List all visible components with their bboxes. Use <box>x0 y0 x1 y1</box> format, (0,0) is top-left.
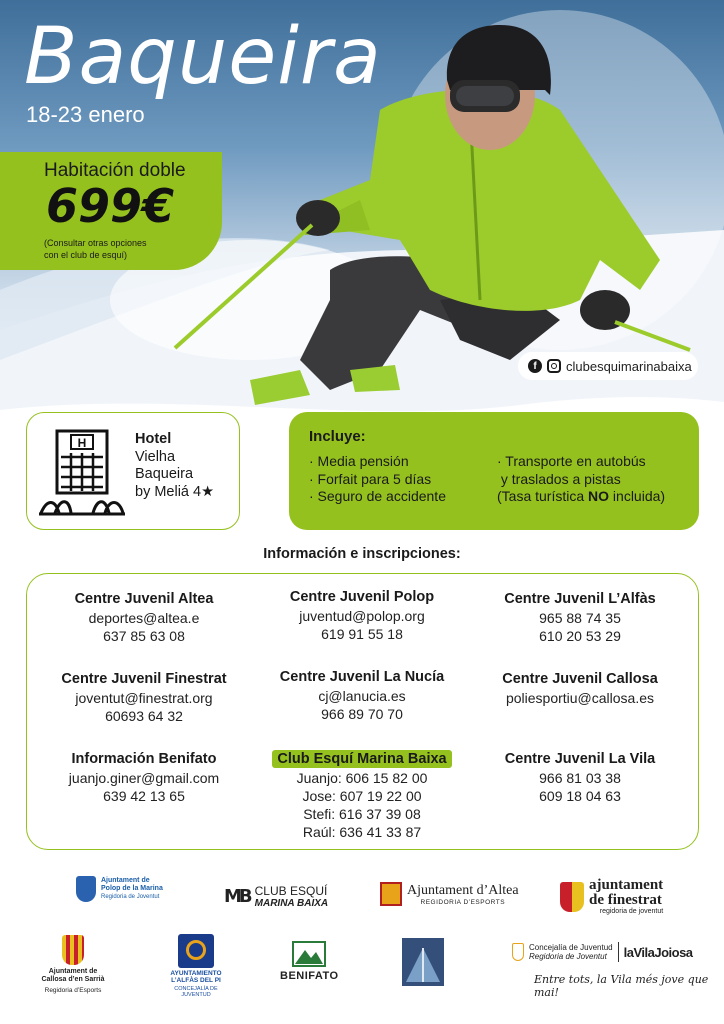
trip-dates: 18-23 enero <box>26 102 145 127</box>
logo-finestrat <box>560 878 663 915</box>
contact-alfas <box>475 590 685 645</box>
logo-text: Regidoria de Joventut <box>101 893 160 900</box>
contact-phone[interactable]: 966 89 70 70 <box>321 706 403 723</box>
logo-text: Concejalía de Juventud <box>529 943 613 952</box>
room-type-label: Habitación doble <box>44 160 186 181</box>
contact-altea <box>39 590 249 645</box>
contact-name: Información Benifato <box>71 751 217 767</box>
instagram-icon <box>547 359 561 373</box>
logo-text: Callosa d’en Sarrià <box>41 976 105 984</box>
contact-name: Centre Juvenil La Nucía <box>279 669 445 685</box>
contact-polop <box>257 588 467 643</box>
contact-club-esqui <box>257 750 467 842</box>
logo-club-esqui <box>224 884 328 909</box>
logo-benifato <box>280 940 339 982</box>
contact-phone[interactable]: 966 81 03 38 <box>539 769 621 786</box>
includes-tax-note <box>497 488 665 506</box>
logo-text: MARINA BAIXA <box>254 898 329 909</box>
contact-name: Centre Juvenil L’Alfàs <box>504 591 656 607</box>
logo-la-vila <box>512 942 693 962</box>
contact-name: Centre Juvenil Altea <box>74 591 214 607</box>
logo-text: Regidoria de Joventut <box>529 952 607 961</box>
hero-banner <box>0 0 724 420</box>
contact-email[interactable]: juanjo.giner@gmail.com <box>68 769 220 786</box>
contact-phone[interactable]: 60693 64 32 <box>105 708 183 725</box>
la-vila-slogan: Entre tots, la Vila més jove que mai! <box>534 973 709 999</box>
alfas-emblem-icon <box>178 934 214 968</box>
contact-name: Centre Juvenil Finestrat <box>61 671 227 687</box>
contact-la-nucia <box>257 668 467 723</box>
includes-list-left <box>309 453 479 506</box>
includes-item: · Forfait para 5 días <box>309 470 432 487</box>
contact-phone[interactable]: Jose: 607 19 22 00 <box>302 788 422 805</box>
contact-phone[interactable]: 965 88 74 35 <box>539 609 621 626</box>
contact-la-vila <box>475 750 685 805</box>
price-note <box>44 238 210 261</box>
contact-phone[interactable]: 637 85 63 08 <box>103 628 185 645</box>
contact-phone[interactable]: 609 18 04 63 <box>539 788 621 805</box>
altea-shield-icon <box>380 882 402 906</box>
price-badge <box>0 152 222 270</box>
polop-shield-icon <box>76 876 96 902</box>
includes-item: y traslados a pistas <box>497 470 621 487</box>
price: 699€ <box>46 179 175 233</box>
contact-email[interactable]: cj@lanucia.es <box>318 687 406 704</box>
contacts-panel <box>26 573 699 850</box>
contact-benifato <box>39 750 249 805</box>
logo-text: AYUNTAMIENTO <box>170 970 222 977</box>
logo-text: Ajuntament de <box>101 877 150 885</box>
contact-phone[interactable]: Juanjo: 606 15 82 00 <box>296 769 428 786</box>
contact-email[interactable]: deportes@altea.e <box>88 609 200 626</box>
benifato-mountain-icon <box>289 940 329 968</box>
logo-text: ajuntament <box>589 877 664 893</box>
includes-card <box>289 412 699 530</box>
finestrat-shield-icon <box>560 882 584 912</box>
includes-item: · Seguro de accidente <box>309 488 446 504</box>
contact-email[interactable]: joventut@finestrat.org <box>75 689 213 706</box>
logo-text: CLUB ESQUÍ <box>254 884 328 898</box>
hotel-line: Baqueira <box>135 466 194 483</box>
price-note-line: (Consultar otras opciones <box>44 238 147 249</box>
hotel-icon-letter: H <box>77 436 87 450</box>
tax-note-no: NO <box>588 488 610 504</box>
contact-phone[interactable]: Stefi: 616 37 39 08 <box>303 806 421 823</box>
logo-alfas <box>160 934 232 998</box>
info-title: Información e inscripciones: <box>263 546 461 562</box>
logo-polop <box>76 876 163 902</box>
logo-text: Ajuntament de <box>48 968 98 975</box>
callosa-shield-icon <box>62 935 84 965</box>
social-handle: clubesquimarinabaixa <box>566 358 692 374</box>
contact-name-highlight: Club Esquí Marina Baixa <box>272 750 451 768</box>
juvenil-emblem-icon <box>400 936 446 988</box>
logo-altea <box>380 882 519 906</box>
social-handle-badge[interactable] <box>518 352 698 380</box>
contact-name: Centre Juvenil Callosa <box>502 671 658 687</box>
price-note-line: con el club de esquí) <box>44 249 128 260</box>
logo-text: BENIFATO <box>280 970 339 982</box>
logo-text: Ajuntament d’Altea <box>407 882 519 898</box>
includes-list-right <box>497 453 665 506</box>
contact-name: Centre Juvenil La Vila <box>504 751 656 767</box>
logo-text: REGIDORIA D’ESPORTS <box>420 898 506 906</box>
includes-title: Incluye: <box>309 428 366 445</box>
tax-note-text: (Tasa turística <box>497 488 589 504</box>
logo-divider <box>618 942 619 962</box>
contact-email[interactable]: juventud@polop.org <box>299 607 425 624</box>
includes-item: · Transporte en autobús <box>497 453 646 469</box>
logo-text: L’ALFÀS DEL PI <box>171 977 221 985</box>
hotel-line: Vielha <box>135 448 176 465</box>
logo-text: Regidoria d’Esports <box>44 987 102 995</box>
logo-text: laVilaJoiosa <box>623 944 693 960</box>
logo-callosa <box>30 935 116 994</box>
hotel-line: by Meliá 4★ <box>135 484 215 501</box>
tax-note-text: incluida) <box>609 488 666 504</box>
hotel-details <box>135 431 214 502</box>
contact-phone[interactable]: 619 91 55 18 <box>321 626 403 643</box>
includes-item: · Media pensión <box>309 453 409 469</box>
contact-phone[interactable]: 639 42 13 65 <box>103 788 185 805</box>
logo-juvenil <box>400 936 446 988</box>
club-mb-icon: MB <box>224 886 250 907</box>
contact-name: Centre Juvenil Polop <box>289 589 435 605</box>
logo-text: CONCEJALÍA DE JUVENTUD <box>174 986 218 999</box>
facebook-icon: f <box>528 359 542 373</box>
contact-finestrat <box>39 670 249 725</box>
contact-phone[interactable]: Raúl: 636 41 33 87 <box>302 824 422 841</box>
contact-callosa <box>475 670 685 707</box>
la-vila-shield-icon <box>512 943 524 961</box>
logo-text: regidoria de joventut <box>599 908 664 915</box>
logo-text: de finestrat <box>589 892 662 908</box>
contact-phone[interactable]: 610 20 53 29 <box>539 628 621 645</box>
contact-email[interactable]: poliesportiu@callosa.es <box>505 689 655 706</box>
logo-text: Polop de la Marina <box>101 885 163 893</box>
hotel-label: Hotel <box>135 431 172 447</box>
trip-title: Baqueira <box>24 12 382 102</box>
hotel-building-icon <box>37 425 127 517</box>
hotel-card <box>26 412 240 530</box>
